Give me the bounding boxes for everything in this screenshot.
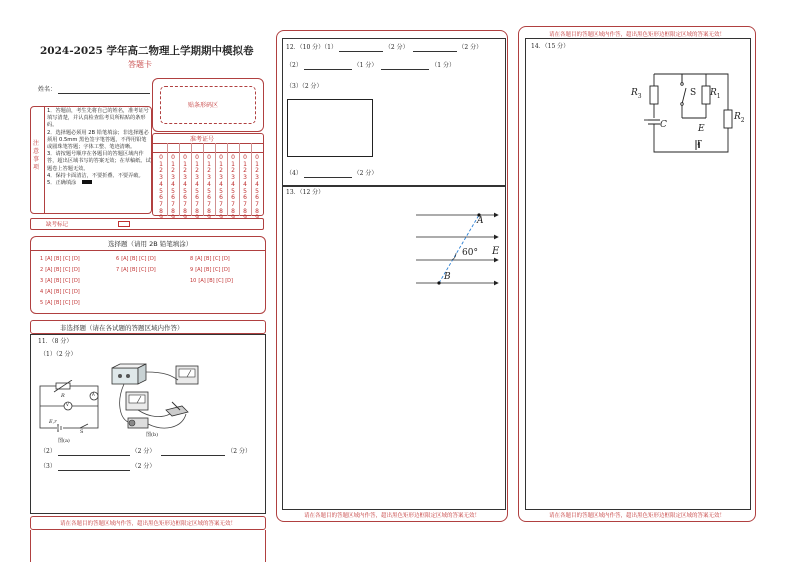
q12-part4-label: （4） xyxy=(286,170,302,177)
exam-id-bubble[interactable]: 1 xyxy=(159,160,163,168)
exam-id-bubble[interactable]: 1 xyxy=(255,160,259,168)
exam-id-column-divider xyxy=(227,143,228,216)
q11-part2 xyxy=(40,448,251,456)
exam-id-bubble[interactable]: 8 xyxy=(207,207,211,215)
exam-id-bubble[interactable]: 3 xyxy=(207,174,211,182)
exam-id-bubble[interactable]: 8 xyxy=(159,207,163,215)
exam-id-bubble[interactable]: 7 xyxy=(255,200,259,208)
mcq-options[interactable]: [A] [B] [C] [D] xyxy=(45,289,80,295)
notes-side-label: 注意事项 xyxy=(33,140,40,171)
exam-id-bubble[interactable]: 0 xyxy=(195,154,199,161)
exam-title: 2024-2025 学年高二物理上学期期中模拟卷 xyxy=(40,45,254,57)
q12-points-a: （2 分） xyxy=(384,44,409,51)
mcq-options[interactable]: [A] [B] [C] [D] xyxy=(195,267,230,273)
exam-id-bubble[interactable]: 4 xyxy=(195,180,199,188)
q12-points-e: （2 分） xyxy=(353,170,378,177)
note-item: 3．请按题号顺序在各题目的答题区域内作答，超出区域书写的答案无效；在草稿纸、试题卷上答题无效。 xyxy=(47,151,151,172)
exam-id-bubble[interactable]: 6 xyxy=(243,194,247,202)
exam-id-bubble[interactable]: 8 xyxy=(231,207,235,215)
mcq-question[interactable] xyxy=(40,267,80,273)
exam-id-write-row xyxy=(152,152,264,153)
mcq-number: 4 xyxy=(40,289,44,295)
absent-label: 缺考标记 xyxy=(46,222,69,228)
mcq-number: 3 xyxy=(40,278,44,284)
exam-id-bubble[interactable]: 8 xyxy=(195,207,199,215)
exam-id-bubble[interactable]: 9 xyxy=(243,214,247,222)
q14-label-e: E xyxy=(698,124,705,134)
q11-fig-b: 图(b) xyxy=(146,432,159,438)
exam-id-column xyxy=(180,155,190,222)
mcq-divider xyxy=(30,250,266,251)
exam-id-bubble[interactable]: 5 xyxy=(171,187,175,195)
absent-checkbox[interactable] xyxy=(118,221,130,227)
exam-id-column xyxy=(204,155,214,222)
exam-id-bubble[interactable]: 4 xyxy=(171,180,175,188)
exam-id-bubble[interactable]: 1 xyxy=(195,160,199,168)
exam-id-bubble[interactable]: 0 xyxy=(255,154,259,161)
exam-id-column xyxy=(216,155,226,222)
exam-id-bubble[interactable]: 9 xyxy=(159,214,163,222)
exam-id-bubble[interactable]: 0 xyxy=(207,154,211,161)
warning-right-bottom: 请在各题目的答题区域内作答，超出黑色矩形边框限定区域的答案无效！ xyxy=(548,513,725,519)
mcq-number: 8 xyxy=(190,256,194,262)
exam-id-bubble[interactable]: 7 xyxy=(159,200,163,208)
answer-sheet-subtitle: 答题卡 xyxy=(128,60,152,69)
exam-id-bubble[interactable]: 6 xyxy=(171,194,175,202)
exam-id-bubble[interactable]: 8 xyxy=(243,207,247,215)
exam-id-bubble[interactable]: 3 xyxy=(183,174,187,182)
exam-id-column xyxy=(240,155,250,222)
mcq-options[interactable]: [A] [B] [C] [D] xyxy=(45,256,80,262)
exam-id-bubble[interactable]: 3 xyxy=(195,174,199,182)
exam-id-bubble[interactable]: 5 xyxy=(219,187,223,195)
exam-id-bubble[interactable]: 2 xyxy=(207,167,211,175)
q11-part3 xyxy=(40,463,155,471)
q12-answer-4[interactable] xyxy=(304,171,352,178)
exam-id-column-divider xyxy=(191,143,192,216)
exam-id-bubble[interactable]: 0 xyxy=(159,154,163,161)
q11-label-er: E,r xyxy=(49,419,57,425)
exam-id-bubble[interactable]: 2 xyxy=(171,167,175,175)
q11-label-a: A xyxy=(92,392,95,397)
q14-r2-sub: 2 xyxy=(740,116,745,124)
q13-header: 13．（12 分） xyxy=(286,189,325,196)
exam-id-column-divider xyxy=(167,143,168,216)
exam-id-bubble[interactable]: 5 xyxy=(243,187,247,195)
q11-answer-2a[interactable] xyxy=(58,449,130,456)
q11-points-2a: （2 分） xyxy=(131,448,156,455)
q14-r1-letter: R xyxy=(710,88,717,98)
barcode-label: 贴条形码区 xyxy=(188,102,219,109)
nonmcq-title: 非选择题（请在各试题的答题区域内作答） xyxy=(60,324,184,332)
exam-id-bubble[interactable]: 9 xyxy=(219,214,223,222)
exam-id-bubble[interactable]: 1 xyxy=(207,160,211,168)
mcq-question[interactable] xyxy=(190,278,233,284)
q11-points-2b: （2 分） xyxy=(227,448,251,455)
exam-id-bubble[interactable]: 5 xyxy=(159,187,163,195)
exam-id-column xyxy=(252,155,262,222)
exam-id-bubble[interactable]: 4 xyxy=(255,180,259,188)
q14-header: 14．（15 分） xyxy=(531,43,570,50)
exam-id-title-line xyxy=(152,143,264,144)
exam-id-bubble[interactable]: 4 xyxy=(183,180,187,188)
mcq-number: 5 xyxy=(40,300,44,306)
exam-id-bubble[interactable]: 4 xyxy=(219,180,223,188)
exam-id-bubble[interactable]: 0 xyxy=(231,154,235,161)
exam-id-column-divider xyxy=(179,143,180,216)
mcq-question[interactable] xyxy=(190,256,230,262)
mcq-question[interactable] xyxy=(40,289,80,295)
exam-id-bubble[interactable]: 7 xyxy=(183,200,187,208)
q12-drawing-box[interactable] xyxy=(287,99,373,157)
exam-id-bubble[interactable]: 5 xyxy=(207,187,211,195)
exam-id-bubble[interactable]: 4 xyxy=(159,180,163,188)
exam-id-bubble[interactable]: 8 xyxy=(171,207,175,215)
q11-answer-2b[interactable] xyxy=(161,449,225,456)
exam-id-bubble[interactable]: 7 xyxy=(231,200,235,208)
exam-id-bubble[interactable]: 6 xyxy=(219,194,223,202)
exam-id-bubble[interactable]: 1 xyxy=(183,160,187,168)
q11-part3-label: （3） xyxy=(40,463,56,470)
exam-id-bubble[interactable]: 9 xyxy=(171,214,175,222)
mcq-question[interactable] xyxy=(116,267,156,273)
exam-id-bubble[interactable]: 1 xyxy=(171,160,175,168)
exam-id-bubble[interactable]: 8 xyxy=(219,207,223,215)
warning-middle: 请在各题目的答题区域内作答，超出黑色矩形边框限定区域的答案无效！ xyxy=(303,513,480,519)
exam-id-bubble[interactable]: 1 xyxy=(219,160,223,168)
q12-row4 xyxy=(286,170,377,178)
mcq-options[interactable]: [A] [B] [C] [D] xyxy=(45,300,80,306)
mcq-question[interactable] xyxy=(190,267,230,273)
q12-part3: （3）（2 分） xyxy=(286,83,323,90)
exam-id-bubble[interactable]: 2 xyxy=(159,167,163,175)
q12-points-c: （1 分） xyxy=(353,62,378,69)
q13-label-e: E xyxy=(492,246,500,257)
mcq-number: 7 xyxy=(116,267,120,273)
mcq-number: 10 xyxy=(190,278,197,284)
mcq-number: 9 xyxy=(190,267,194,273)
exam-id-bubble[interactable]: 7 xyxy=(219,200,223,208)
exam-id-bubble[interactable]: 6 xyxy=(183,194,187,202)
warning-left: 请在各题目的答题区域内作答，超出黑色矩形边框限定区域的答案无效！ xyxy=(59,521,236,527)
q14-label-r1 xyxy=(710,88,721,100)
q11-header: 11．（8 分） xyxy=(38,338,73,345)
exam-id-bubble[interactable]: 0 xyxy=(171,154,175,161)
notes-list xyxy=(47,108,151,187)
exam-id-bubble[interactable]: 1 xyxy=(243,160,247,168)
q12-points-d: （1 分） xyxy=(431,62,455,69)
exam-id-bubble[interactable]: 3 xyxy=(231,174,235,182)
q12-part2-label: （2） xyxy=(286,62,302,69)
q13-angle: 60° xyxy=(462,248,478,258)
mcq-number: 2 xyxy=(40,267,44,273)
exam-id-bubble[interactable]: 5 xyxy=(183,187,187,195)
exam-id-bubble[interactable]: 7 xyxy=(207,200,211,208)
exam-id-column-divider xyxy=(239,143,240,216)
q11-label-s: S xyxy=(80,429,84,435)
name-label: 姓名： xyxy=(38,86,57,93)
q11-label-v: V xyxy=(66,402,69,407)
q14-label-c: C xyxy=(660,120,667,130)
exam-id-column xyxy=(168,155,178,222)
exam-id-title: 准考证号 xyxy=(190,136,215,143)
exam-id-bubble[interactable]: 0 xyxy=(183,154,187,161)
mcq-question[interactable] xyxy=(40,278,80,284)
exam-id-column-divider xyxy=(203,143,204,216)
q12-points-b: （2 分） xyxy=(458,44,483,51)
exam-id-column-divider xyxy=(215,143,216,216)
exam-id-bubble[interactable]: 0 xyxy=(219,154,223,161)
q14-r2-letter: R xyxy=(734,112,741,122)
q14-label-r3 xyxy=(631,88,642,100)
exam-id-column-divider xyxy=(251,143,252,216)
exam-id-bubble[interactable]: 8 xyxy=(255,207,259,215)
mcq-number: 6 xyxy=(116,256,120,262)
exam-id-bubble[interactable]: 9 xyxy=(231,214,235,222)
q12-answer-2a[interactable] xyxy=(304,63,352,70)
exam-id-bubble[interactable]: 2 xyxy=(243,167,247,175)
warning-right-top: 请在各题目的答题区域内作答，超出黑色矩形边框限定区域的答案无效！ xyxy=(548,32,725,38)
exam-id-bubble[interactable]: 0 xyxy=(243,154,247,161)
q14-r3-sub: 3 xyxy=(637,92,642,100)
note-item: 2．选择题必须用 2B 铅笔填涂；非选择题必须用 0.5mm 黑色签字笔答题，不得用铅笔或圆珠笔答题；字体工整、笔迹清晰。 xyxy=(47,129,149,151)
exam-id-bubble[interactable]: 3 xyxy=(219,174,223,182)
mcq-number: 1 xyxy=(40,256,44,262)
name-field[interactable] xyxy=(58,93,150,94)
exam-id-bubble[interactable]: 4 xyxy=(207,180,211,188)
note-item xyxy=(47,180,151,187)
exam-id-bubble[interactable]: 6 xyxy=(159,194,163,202)
q12-row1 xyxy=(286,44,482,52)
exam-id-bubble[interactable]: 7 xyxy=(195,200,199,208)
mcq-options[interactable]: [A] [B] [C] [D] xyxy=(198,278,233,284)
exam-id-bubble[interactable]: 4 xyxy=(231,180,235,188)
q11-part1: （1）（2 分） xyxy=(40,351,77,358)
q13-label-b: B xyxy=(444,272,451,282)
note-item-label: 5．正确填涂 xyxy=(47,180,77,187)
q14-label-s: S xyxy=(690,88,697,98)
exam-id-bubble[interactable]: 7 xyxy=(243,200,247,208)
exam-id-bubble[interactable]: 9 xyxy=(255,214,259,222)
exam-id-bubble[interactable]: 3 xyxy=(243,174,247,182)
q11-part2-label: （2） xyxy=(40,448,56,455)
exam-id-bubble[interactable]: 4 xyxy=(243,180,247,188)
mcq-question[interactable] xyxy=(40,300,80,306)
mcq-options[interactable]: [A] [B] [C] [D] xyxy=(121,267,156,273)
exam-id-bubble[interactable]: 8 xyxy=(183,207,187,215)
exam-id-bubble[interactable]: 2 xyxy=(231,167,235,175)
exam-id-bubble[interactable]: 6 xyxy=(255,194,259,202)
q11-answer-3[interactable] xyxy=(58,464,130,471)
q13-label-a: A xyxy=(477,216,484,226)
q12-header: 12．（10 分）（1） xyxy=(286,44,337,51)
exam-id-bubble[interactable]: 3 xyxy=(255,174,259,182)
exam-id-bubble[interactable]: 5 xyxy=(231,187,235,195)
exam-id-bubble[interactable]: 6 xyxy=(195,194,199,202)
exam-id-bubble[interactable]: 9 xyxy=(183,214,187,222)
exam-id-bubble[interactable]: 6 xyxy=(231,194,235,202)
mcq-options[interactable]: [A] [B] [C] [D] xyxy=(45,278,80,284)
exam-id-column xyxy=(192,155,202,222)
q14-circuit xyxy=(637,70,740,158)
exam-id-bubble[interactable]: 3 xyxy=(171,174,175,182)
exam-id-column xyxy=(156,155,166,222)
mcq-title: 选择题（请用 2B 铅笔填涂） xyxy=(108,240,193,248)
q14-r3-letter: R xyxy=(631,88,638,98)
exam-id-bubble[interactable]: 7 xyxy=(171,200,175,208)
note-item: 1．答题前，考生先将自己的姓名，准考证号填写清楚，并认真检查监考员所粘贴的条形码。 xyxy=(47,108,149,129)
mcq-question[interactable] xyxy=(40,256,80,262)
q12-answer-1b[interactable] xyxy=(413,45,457,52)
q14-label-r: r xyxy=(697,138,702,148)
q12-answer-2b[interactable] xyxy=(381,63,429,70)
exam-id-bubble[interactable]: 5 xyxy=(195,187,199,195)
exam-id-bubble[interactable]: 9 xyxy=(195,214,199,222)
exam-id-bubble[interactable]: 2 xyxy=(183,167,187,175)
exam-id-bubble[interactable]: 6 xyxy=(207,194,211,202)
q11-label-r: R xyxy=(61,393,65,399)
exam-id-bubble[interactable]: 5 xyxy=(255,187,259,195)
q11-circuit-a xyxy=(36,380,102,440)
exam-id-bubble[interactable]: 2 xyxy=(255,167,259,175)
exam-id-bubble[interactable]: 2 xyxy=(195,167,199,175)
q12-answer-1a[interactable] xyxy=(339,45,383,52)
exam-id-column xyxy=(228,155,238,222)
q14-label-r2 xyxy=(734,112,745,124)
q11-fig-a: 图(a) xyxy=(58,438,70,444)
q12-row2 xyxy=(286,62,455,70)
left-continuation xyxy=(30,530,266,562)
notes-divider xyxy=(44,106,45,214)
mcq-options[interactable]: [A] [B] [C] [D] xyxy=(121,256,156,262)
mcq-question[interactable] xyxy=(116,256,156,262)
exam-id-bubble[interactable]: 9 xyxy=(207,214,211,222)
q14-r1-sub: 1 xyxy=(716,92,721,100)
exam-id-bubble[interactable]: 1 xyxy=(231,160,235,168)
exam-id-bubble[interactable]: 3 xyxy=(159,174,163,182)
exam-id-bubble[interactable]: 2 xyxy=(219,167,223,175)
mcq-options[interactable]: [A] [B] [C] [D] xyxy=(195,256,230,262)
filled-sample xyxy=(82,180,92,184)
note-item: 4．保持卡面清洁，不要折叠、不要弄破。 xyxy=(47,172,144,179)
q11-points-3: （2 分） xyxy=(131,463,156,470)
mcq-options[interactable]: [A] [B] [C] [D] xyxy=(45,267,80,273)
